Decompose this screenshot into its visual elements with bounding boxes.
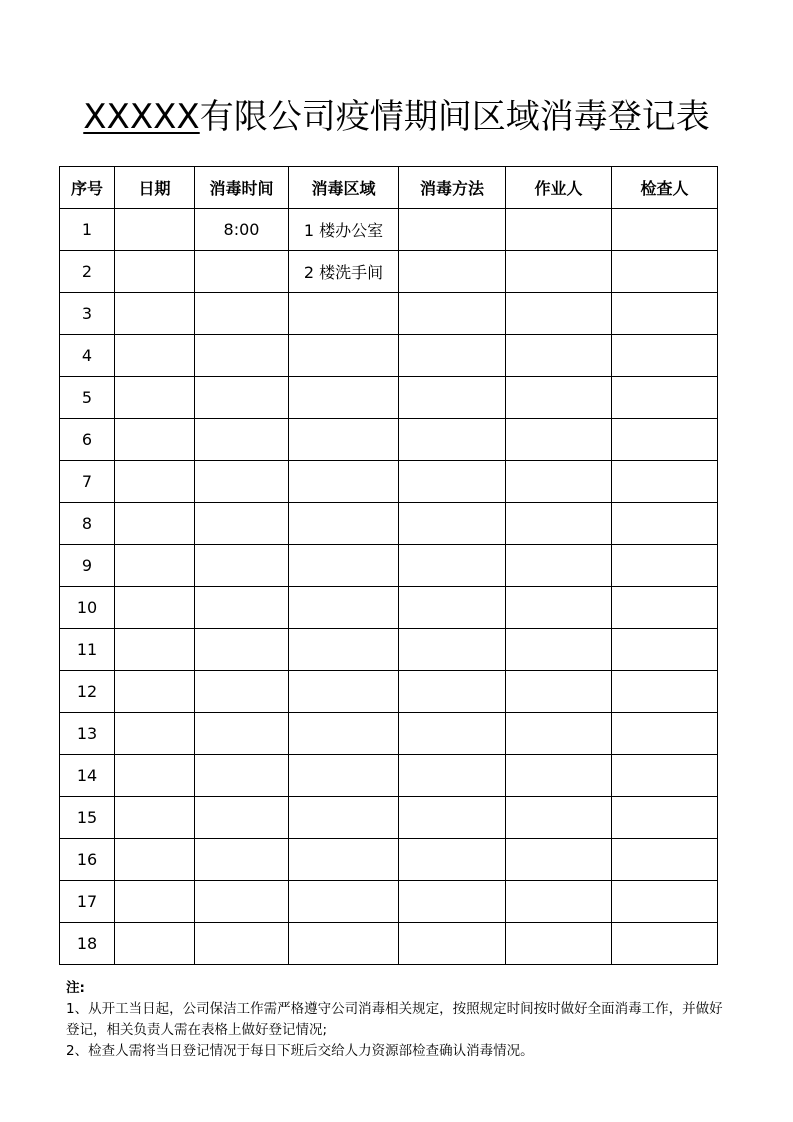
table-cell[interactable]: 15 (60, 797, 115, 839)
table-cell[interactable] (195, 755, 289, 797)
table-cell[interactable] (289, 713, 399, 755)
table-cell[interactable] (612, 251, 718, 293)
table-cell[interactable]: 2 (60, 251, 115, 293)
table-cell[interactable]: 7 (60, 461, 115, 503)
table-cell[interactable] (115, 251, 195, 293)
table-cell[interactable] (115, 713, 195, 755)
table-cell[interactable] (612, 335, 718, 377)
table-cell[interactable] (195, 419, 289, 461)
table-cell[interactable] (506, 251, 612, 293)
table-cell[interactable] (612, 629, 718, 671)
table-cell[interactable] (506, 881, 612, 923)
table-cell[interactable] (115, 797, 195, 839)
note-item-1: 1、从开工当日起，公司保洁工作需严格遵守公司消毒相关规定，按照规定时间按时做好全面消毒工作，并做好登记，相关负责人需在表格上做好登记情况; (66, 1001, 723, 1038)
column-header: 消毒区域 (289, 167, 399, 209)
table-cell[interactable] (612, 587, 718, 629)
table-cell[interactable] (612, 797, 718, 839)
table-cell[interactable] (289, 377, 399, 419)
column-header: 检查人 (612, 167, 718, 209)
table-cell[interactable] (399, 629, 506, 671)
table-cell[interactable] (289, 839, 399, 881)
table-cell[interactable] (399, 461, 506, 503)
table-cell[interactable] (289, 293, 399, 335)
column-header: 序号 (60, 167, 115, 209)
table-cell[interactable] (115, 293, 195, 335)
table-cell[interactable]: 5 (60, 377, 115, 419)
table-cell[interactable] (506, 209, 612, 251)
table-row (60, 419, 718, 461)
table-row (60, 755, 718, 797)
table-cell[interactable] (289, 881, 399, 923)
note-item-2: 2、检查人需将当日登记情况于每日下班后交给人力资源部检查确认消毒情况。 (66, 1043, 534, 1059)
table-cell[interactable] (506, 461, 612, 503)
table-cell[interactable] (289, 671, 399, 713)
table-cell[interactable] (115, 461, 195, 503)
table-row (60, 839, 718, 881)
table-cell[interactable]: 1 楼办公室 (289, 209, 399, 251)
table-cell[interactable] (506, 335, 612, 377)
table-body (60, 209, 718, 965)
table-cell[interactable] (115, 335, 195, 377)
table-cell[interactable]: 6 (60, 419, 115, 461)
table-cell[interactable]: 2 楼洗手间 (289, 251, 399, 293)
table-cell[interactable] (399, 755, 506, 797)
table-cell[interactable] (195, 545, 289, 587)
header-row (60, 167, 718, 209)
table-cell[interactable]: 4 (60, 335, 115, 377)
table-cell[interactable] (399, 671, 506, 713)
table-cell[interactable] (399, 713, 506, 755)
table-row (60, 713, 718, 755)
column-header: 消毒时间 (195, 167, 289, 209)
table-cell[interactable] (506, 419, 612, 461)
table-cell[interactable] (289, 755, 399, 797)
table-cell[interactable] (115, 587, 195, 629)
table-cell[interactable] (506, 377, 612, 419)
table-row (60, 209, 718, 251)
table-cell[interactable] (506, 671, 612, 713)
table-cell[interactable] (612, 419, 718, 461)
table-cell[interactable] (195, 923, 289, 965)
table-row (60, 503, 718, 545)
table-cell[interactable] (195, 713, 289, 755)
table-cell[interactable] (195, 503, 289, 545)
table-cell[interactable] (506, 755, 612, 797)
table-cell[interactable] (399, 293, 506, 335)
table-cell[interactable] (115, 503, 195, 545)
table-cell[interactable]: 10 (60, 587, 115, 629)
table-cell[interactable]: 3 (60, 293, 115, 335)
column-header: 作业人 (506, 167, 612, 209)
disinfection-register-table (59, 166, 718, 965)
table-cell[interactable] (195, 251, 289, 293)
table-cell[interactable] (399, 419, 506, 461)
table-cell[interactable] (399, 923, 506, 965)
table-cell[interactable] (506, 587, 612, 629)
table-cell[interactable] (115, 419, 195, 461)
table-cell[interactable]: 17 (60, 881, 115, 923)
table-cell[interactable] (506, 923, 612, 965)
table-cell[interactable]: 16 (60, 839, 115, 881)
table-cell[interactable] (195, 377, 289, 419)
table-cell[interactable] (399, 335, 506, 377)
table-cell[interactable] (506, 629, 612, 671)
table-cell[interactable] (115, 839, 195, 881)
table-cell[interactable]: 1 (60, 209, 115, 251)
table-cell[interactable] (612, 881, 718, 923)
table-cell[interactable] (195, 671, 289, 713)
table-cell[interactable] (612, 503, 718, 545)
table-cell[interactable] (506, 545, 612, 587)
table-cell[interactable] (399, 545, 506, 587)
table-row (60, 377, 718, 419)
table-cell[interactable] (612, 671, 718, 713)
table-cell[interactable] (289, 923, 399, 965)
table-cell[interactable] (289, 587, 399, 629)
table-row (60, 797, 718, 839)
table-cell[interactable] (399, 797, 506, 839)
table-cell[interactable] (399, 881, 506, 923)
table-cell[interactable] (506, 503, 612, 545)
table-cell[interactable] (289, 545, 399, 587)
table-cell[interactable]: 8 (60, 503, 115, 545)
table-cell[interactable] (612, 377, 718, 419)
table-cell[interactable] (289, 461, 399, 503)
table-cell[interactable] (399, 587, 506, 629)
table-cell[interactable]: 12 (60, 671, 115, 713)
table-cell[interactable] (399, 377, 506, 419)
notes-label: 注: (66, 980, 85, 996)
table-cell[interactable]: 9 (60, 545, 115, 587)
table-cell[interactable] (612, 293, 718, 335)
table-row (60, 881, 718, 923)
table-cell[interactable] (289, 629, 399, 671)
table-cell[interactable] (289, 797, 399, 839)
table-row (60, 671, 718, 713)
table-cell[interactable]: 18 (60, 923, 115, 965)
title-text: 有限公司疫情期间区域消毒登记表 (199, 97, 710, 137)
notes-section (66, 978, 736, 1062)
table-cell[interactable] (506, 797, 612, 839)
table-row (60, 293, 718, 335)
table-cell[interactable] (195, 839, 289, 881)
table-cell[interactable] (506, 839, 612, 881)
table-cell[interactable]: 13 (60, 713, 115, 755)
table-cell[interactable] (195, 587, 289, 629)
table-row (60, 923, 718, 965)
table-cell[interactable] (195, 629, 289, 671)
table-cell[interactable] (612, 755, 718, 797)
table-cell[interactable] (612, 839, 718, 881)
column-header: 消毒方法 (399, 167, 506, 209)
company-name: XXXXX (83, 97, 200, 137)
table-cell[interactable] (506, 713, 612, 755)
table-cell[interactable] (195, 881, 289, 923)
table-row (60, 461, 718, 503)
table-row (60, 545, 718, 587)
table-cell[interactable] (612, 713, 718, 755)
table-cell[interactable] (289, 503, 399, 545)
table-cell[interactable]: 8:00 (195, 209, 289, 251)
table-cell[interactable] (612, 545, 718, 587)
page-title (0, 96, 793, 138)
table-cell[interactable] (195, 797, 289, 839)
table-cell[interactable] (115, 209, 195, 251)
table-row (60, 629, 718, 671)
table-cell[interactable] (612, 209, 718, 251)
table-cell[interactable] (115, 923, 195, 965)
table-cell[interactable]: 11 (60, 629, 115, 671)
table-cell[interactable] (115, 629, 195, 671)
column-header: 日期 (115, 167, 195, 209)
table-cell[interactable] (195, 293, 289, 335)
table-row (60, 335, 718, 377)
table-cell[interactable] (399, 839, 506, 881)
table-cell[interactable] (399, 251, 506, 293)
table-cell[interactable] (115, 377, 195, 419)
table-cell[interactable] (115, 671, 195, 713)
table-cell[interactable] (506, 293, 612, 335)
table-cell[interactable] (399, 503, 506, 545)
table-cell[interactable] (289, 419, 399, 461)
table-row (60, 587, 718, 629)
table-cell[interactable] (115, 881, 195, 923)
table-cell[interactable] (399, 209, 506, 251)
table-cell[interactable] (612, 461, 718, 503)
table-cell[interactable] (195, 461, 289, 503)
table-cell[interactable]: 14 (60, 755, 115, 797)
table-row (60, 251, 718, 293)
table-cell[interactable] (115, 545, 195, 587)
table-cell[interactable] (195, 335, 289, 377)
table-cell[interactable] (612, 923, 718, 965)
table-cell[interactable] (115, 755, 195, 797)
table-cell[interactable] (289, 335, 399, 377)
